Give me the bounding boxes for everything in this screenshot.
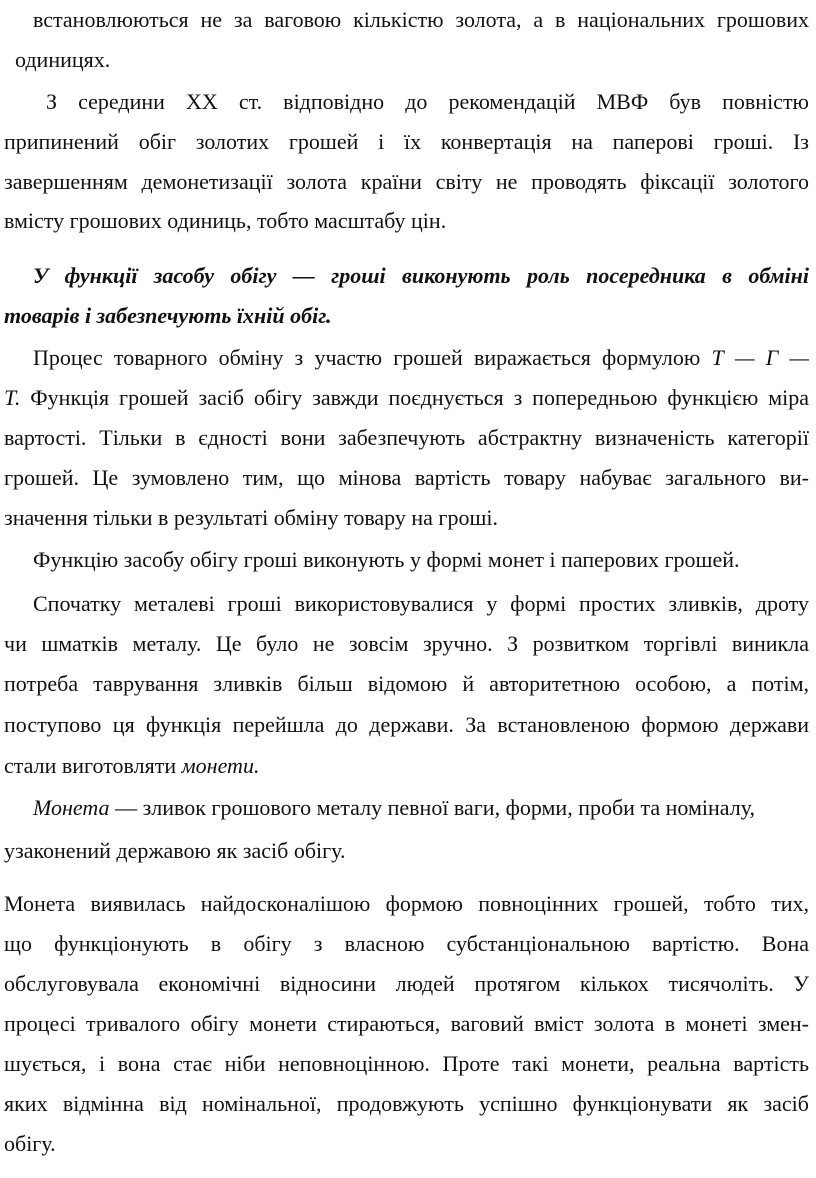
definition-text: — зливок грошового металу певної ваги, форми, проби та номіналу, (109, 795, 755, 820)
text-line (33, 794, 755, 822)
text-line: товарів і забезпечують їхній обіг. (4, 303, 332, 328)
text-line: що функціонують в обігу з власною субстанціональною вартістю. Вона (4, 931, 809, 956)
text-line: обігу. (4, 1131, 56, 1156)
text-line (4, 384, 809, 412)
text-line: яких відмінна від номінальної, продовжують успішно функціонувати як засіб (4, 1091, 809, 1116)
text-line (33, 344, 809, 372)
text-line: вмісту грошових одиниць, тобто масштабу цін. (4, 208, 447, 233)
text-line (4, 752, 259, 780)
text-line: Спочатку металеві гроші використовувалися у формі простих зливків, дроту (33, 591, 809, 616)
italic-term: монети. (181, 753, 260, 778)
text-line: потреба таврування зливків більш відомою й авторитетною особою, а потім, (4, 671, 809, 696)
text-line: чи шматків металу. Це було не зовсім зручно. З розвитком торгівлі виникла (4, 631, 809, 656)
text-line: завершенням демонетизації золота країни світу не проводять фіксації золотого (4, 169, 809, 194)
text-line: У функції засобу обігу — гроші виконують роль посередника в обміні (33, 263, 809, 288)
text-line: значення тільки в результаті обміну товару на гроші. (4, 505, 499, 530)
text-span: Процес товарного обміну з участю грошей виражається формулою (33, 345, 712, 370)
text-line: поступово ця функція перейшла до держави. За встановленою формою держави (4, 712, 809, 737)
text-line: З середини XX ст. відповідно до рекомендацій МВФ був повністю (46, 89, 809, 114)
text-line: вартості. Тільки в єдності вони забезпечують абстрактну визначеність категорії (4, 425, 809, 450)
text-line: узаконений державою як засіб обігу. (4, 838, 346, 863)
text-line: припинений обіг золотих грошей і їх конвертація на паперові гроші. Із (4, 129, 809, 154)
text-span: стали виготовляти (4, 753, 182, 778)
text-line: грошей. Це зумовлено тим, що мінова вартість товару набуває загального ви- (4, 465, 809, 490)
formula: Т. (4, 385, 21, 410)
text-line: Монета виявилась найдосконалішою формою повноцінних грошей, тобто тих, (4, 891, 809, 916)
text-line: встановлюються не за ваговою кількістю золота, а в національних грошових (33, 7, 809, 32)
text-line: шується, і вона стає ніби неповноцінною. Проте такі монети, реальна вартість (4, 1051, 809, 1076)
text-span: Функція грошей засіб обігу завжди поєднується з попередньою функцією міра (20, 385, 809, 410)
text-line: одиницях. (15, 47, 111, 72)
defined-term: Монета (33, 795, 110, 820)
formula: Т — Г — (711, 345, 809, 370)
text-line: Функцію засобу обігу гроші виконують у формі монет і паперових грошей. (33, 547, 740, 572)
text-line: обслуговувала економічні відносини людей протягом кількох тисячоліть. У (4, 971, 809, 996)
text-line: процесі тривалого обігу монети стираються, ваговий вміст золота в монеті змен- (4, 1011, 809, 1036)
